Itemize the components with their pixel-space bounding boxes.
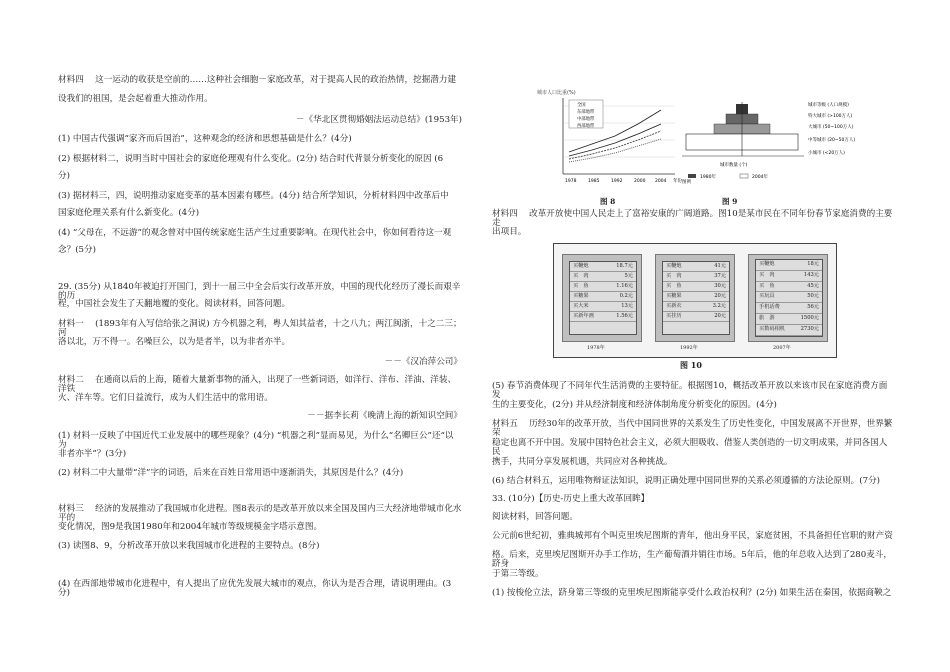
question-33-instruction: 阅读材料，回答问题。 xyxy=(492,512,578,522)
fig10-item-label: 手机话费 xyxy=(759,304,780,311)
fig8-legend-west: 西部地带 xyxy=(577,124,595,129)
figure-8-caption: 图 8 xyxy=(600,197,616,206)
material-2-cont: 火、洋车等。它们日益流行，成为人们生活中的常用语。 xyxy=(58,393,273,403)
fig8-x-ticks xyxy=(565,178,667,184)
question-33: 33. (10分)【历史-历史上重大改革回眸】 xyxy=(492,494,650,504)
fig10-item-row xyxy=(756,303,822,314)
fig9-legend-2004-swatch xyxy=(740,174,748,178)
fig10-item-label: 买 鱼 xyxy=(573,283,589,289)
fig10-item-value: 143元 xyxy=(803,271,819,278)
fig10-item-row xyxy=(663,262,729,272)
sub-question-1: (1) 材料一反映了中国近代工业发展中的哪些现象？(4分) “机器之利”显而易见，为什么“名卿巨公”还“以为 xyxy=(58,431,454,450)
figure-9-pyramid xyxy=(680,98,880,198)
sub-question-4: (4) 在西部地带城市化进程中，有人提出了应优先发展大城市的观点，你认为是否合理，请说明理由。(3分) xyxy=(58,579,452,598)
fig10-item-value: 18.7元 xyxy=(616,263,633,269)
material-1: 材料一 (1893年有入写信给张之洞说) 方今机器之利，粤人知其益者，十之八九；两江闽浙，十之二三；河 xyxy=(58,319,462,338)
fig9-tier-label-0: 城市等级 (人口规模) xyxy=(808,103,849,108)
fig10-item-row xyxy=(756,260,822,271)
fig10-item-label: 买 鱼 xyxy=(666,283,682,289)
fig10-year-2007: 2007年 xyxy=(773,345,791,351)
sub-question-2: (2) 材料二中大量带“洋”字的词语，后来在百姓日常用语中逐渐消失，其原因是什么？(4分) xyxy=(58,468,404,478)
fig8-xtick-1978: 1978 xyxy=(565,179,577,184)
passage-33-cont: 格。后来，克里埃尼图斯开办手工作坊，生产葡萄酒并销往市场。5年后，他的年总收入达到了280麦斗，跻身 xyxy=(492,550,892,569)
fig10-item-label: 买新衣 xyxy=(666,303,682,309)
fig10-item-label: 买挂历 xyxy=(666,313,682,319)
question-29-cont: 程，中国社会发生了天翻地覆的变化。阅读材料，回答问题。 xyxy=(58,299,291,309)
fig10-item-value: 0.2元 xyxy=(619,293,633,299)
question-4-cont: 念？(5分) xyxy=(58,245,96,255)
sub-question-1-cont: 非者亦半”？(3分) xyxy=(58,449,127,459)
question-6: (6) 结合材料五，运用唯物辩证法知识，说明正确处理中国同世界的关系必须遵循的方法论原则。(7分) xyxy=(492,476,881,486)
fig10-item-value: 20元 xyxy=(714,293,726,299)
passage-33-cont2: 于第三等级。 xyxy=(492,569,544,579)
fig10-item-label: 买糖果 xyxy=(573,293,589,299)
fig8-xtick-2000: 2000 xyxy=(634,179,646,184)
fig10-item-value: 13元 xyxy=(621,303,633,309)
fig9-tier-label-2: 大城市 (50~100万人) xyxy=(808,125,854,130)
fig10-item-label: 买鞭炮 xyxy=(759,261,775,267)
fig10-item-row xyxy=(663,292,729,302)
fig10-year-1992: 1992年 xyxy=(680,345,698,351)
question-3: (3) 据材料三，四，说明推动家庭变革的基本因素有哪些。(4分) 结合所学知识，分析材料四中改革后中 xyxy=(58,191,449,201)
figure-9-caption: 图 9 xyxy=(722,197,738,206)
question-4: (4) “父母在，不远游”的观念曾对中国传统家庭生活产生过重要影响。在现代社会中，你如何看待这一观 xyxy=(58,228,452,238)
figure-8-chart xyxy=(535,86,685,198)
fig10-item-label: 买 鱼 xyxy=(759,282,775,289)
fig10-item-row xyxy=(570,302,636,312)
question-29: 29. (35分) 从1840年被迫打开国门，到十一届三中全会后实行改革开放，中国的现代化经历了漫长而艰辛的历 xyxy=(58,282,461,301)
material-5-cont: 稳定也离不开中国。发展中国特色社会主义，必须大胆吸收、借鉴人类创造的一切文明成果，并同各国人民 xyxy=(492,438,888,457)
fig10-item-value: 50元 xyxy=(807,293,819,300)
fig10-item-value: 56元 xyxy=(807,304,819,311)
fig10-item-row xyxy=(756,292,822,303)
question-1: (1) 中国古代强调“家齐而后国治”，这种观念的经济和思想基础是什么？(4分) xyxy=(58,134,352,144)
fig10-item-value: 45元 xyxy=(807,282,819,289)
fig10-year-1978: 1978年 xyxy=(587,345,605,351)
fig10-item-label: 买大米 xyxy=(573,303,589,309)
fig8-line-west xyxy=(569,139,661,162)
fig10-item-label: 买 肉 xyxy=(573,273,589,279)
fig10-box-1992 xyxy=(655,254,735,342)
right-material-4: 材料四 改革开放使中国人民走上了富裕安康的广阔道路。图10是某市民在不同年份春节家庭消费的主要走 xyxy=(492,209,893,228)
fig8-legend-east: 东部地带 xyxy=(577,110,595,115)
fig10-box-1978 xyxy=(562,254,642,342)
fig10-item-value: 30元 xyxy=(714,283,726,289)
fig10-item-value: 5元 xyxy=(624,273,633,279)
fig10-item-value: 1.16元 xyxy=(616,283,633,289)
material-2-source: －－据李长莉《晚清上海的新知识空间》 xyxy=(307,411,462,421)
fig10-item-value: 41元 xyxy=(714,263,726,269)
fig10-list-1978 xyxy=(569,261,637,335)
fig10-item-value: 37元 xyxy=(714,273,726,279)
material-4-source: －《华北区贯彻婚姻法运动总结》(1953年) xyxy=(295,115,462,125)
fig8-line-central xyxy=(569,131,661,159)
fig9-xlabel: 城市数量 (个) xyxy=(720,163,748,168)
fig8-xtick-2004: 2004 xyxy=(655,179,667,184)
question-2-cont: 分) xyxy=(58,171,70,181)
fig10-item-row xyxy=(570,292,636,302)
passage-33: 公元前6世纪初，雅典城邦有个叫克里埃尼图斯的青年，他出身平民，家庭贫困，不具备担任官职的财产资 xyxy=(492,531,893,541)
fig10-box-2007 xyxy=(748,254,828,342)
question-5: (5) 春节消费体现了不同年代生活消费的主要特征。根据图10，概括改革开放以来该市民在家庭消费方面发 xyxy=(492,381,888,400)
fig9-legend-1980-swatch xyxy=(688,174,696,178)
fig10-item-value: 20元 xyxy=(714,313,726,319)
fig10-item-row xyxy=(663,272,729,282)
fig10-item-value: 18元 xyxy=(807,261,819,267)
fig10-item-label: 买糖果 xyxy=(666,293,682,299)
fig10-item-row xyxy=(663,302,729,312)
figure-10 xyxy=(553,243,837,358)
material-3-cont: 变化情况，图9是我国1980年和2004年城市等级规模金字塔示意图。 xyxy=(58,522,323,532)
material-1-cont: 洛以北，万不得一。名噪巨公，以为是者半，以为非者亦半。 xyxy=(58,337,291,347)
fig10-item-label: 买新年画 xyxy=(573,313,594,319)
material-5: 材料五 历经30年的改革开放，当代中国同世界的关系发生了历史性变化，中国发展离不开世界，世界繁荣 xyxy=(492,419,893,438)
material-3: 材料三 经济的发展推动了我国城市化进程。图8表示的是改革开放以来全国及国内三大经济地带城市化水平的 xyxy=(58,504,462,523)
fig10-item-label: 旅 游 xyxy=(759,314,775,321)
fig8-legend xyxy=(569,100,603,129)
question-33-1: (1) 按梭伦立法，跻身第三等级的克里埃尼图斯能享受什么政治权利？(2分) 如果生活在秦国，依据商鞅之 xyxy=(492,588,892,598)
fig10-item-row xyxy=(570,282,636,292)
fig10-item-label: 买数码相机 xyxy=(759,325,785,332)
question-3-cont: 国家庭伦理关系有什么新变化。(4分) xyxy=(58,208,200,218)
material-1-source: －－《汉冶萍公司》 xyxy=(384,357,462,367)
fig10-item-value: 3.2元 xyxy=(712,303,726,309)
question-5-cont: 生的主要变化，(2分) 并从经济制度和经济体制角度分析变化的原因。(4分) xyxy=(492,400,777,410)
material-4-text-cont: 设我们的祖国，是会起着重大推动作用。 xyxy=(58,94,213,104)
fig9-tier-label-1: 特大城市 (>100万人) xyxy=(808,114,853,119)
fig10-item-label: 买 肉 xyxy=(759,271,775,278)
fig8-xlabel: 年份 xyxy=(673,179,682,184)
right-material-4-cont: 出项目。 xyxy=(492,227,527,237)
fig10-item-row xyxy=(756,271,822,282)
fig10-item-row xyxy=(570,312,636,322)
question-2: (2) 根据材料二，说明当时中国社会的家庭伦理观有什么变化。(2分) 结合时代背景分析变化的原因 (6 xyxy=(58,154,444,164)
fig9-legend-1980: 1980年 xyxy=(700,175,716,180)
fig8-legend-national: 全国 xyxy=(577,103,586,108)
fig10-item-row xyxy=(756,325,822,336)
fig10-list-2007 xyxy=(755,259,823,337)
fig10-item-row xyxy=(756,282,822,293)
fig10-item-value: 1.56元 xyxy=(616,313,633,319)
fig8-ylabel: 城市人口比重(%) xyxy=(537,90,576,96)
fig8-legend-central: 中部地带 xyxy=(577,117,595,122)
sub-question-3: (3) 读图8、9，分析改革开放以来我国城市化进程的主要特点。(8分) xyxy=(58,541,320,551)
fig9-tier-label-3: 中等城市 (20~50万人) xyxy=(808,138,856,143)
fig10-item-value: 2730元 xyxy=(800,325,819,332)
material-2: 材料二 在通商以后的上海，随着大量新事物的涌入，出现了一些新词语，如洋行、洋布、洋油、洋装、洋铁 xyxy=(58,375,457,394)
fig9-legend-title: 图例 xyxy=(682,180,691,185)
fig10-item-label: 买玩具 xyxy=(759,293,775,300)
fig10-item-row xyxy=(756,314,822,325)
fig9-tier-labels xyxy=(808,101,855,156)
fig10-item-label: 买鞭炮 xyxy=(666,263,682,269)
fig8-xtick-1985: 1985 xyxy=(588,179,600,184)
fig10-item-row xyxy=(663,282,729,292)
fig8-xtick-1992: 1992 xyxy=(611,179,623,184)
fig9-tier-label-4: 小城市 (<20万人) xyxy=(808,151,845,156)
material-5-cont2: 携手，共同分享发展机遇，共同应对各种挑战。 xyxy=(492,457,673,467)
fig10-item-label: 买 肉 xyxy=(666,273,682,279)
fig10-list-1992 xyxy=(662,261,730,335)
material-4-text: 材料四 这一运动的收获是空前的……这种社会细胞－家庭改革，对于提高人民的政治热情，挖掘潜力建 xyxy=(58,75,457,85)
fig10-item-row xyxy=(570,272,636,282)
fig10-item-label: 买鞭炮 xyxy=(573,263,589,269)
fig10-item-value: 1500元 xyxy=(800,314,819,321)
fig10-item-row xyxy=(663,312,729,322)
fig9-legend-2004: 2004年 xyxy=(752,175,768,180)
figure-10-caption: 图 10 xyxy=(680,360,702,370)
fig10-item-row xyxy=(570,262,636,272)
